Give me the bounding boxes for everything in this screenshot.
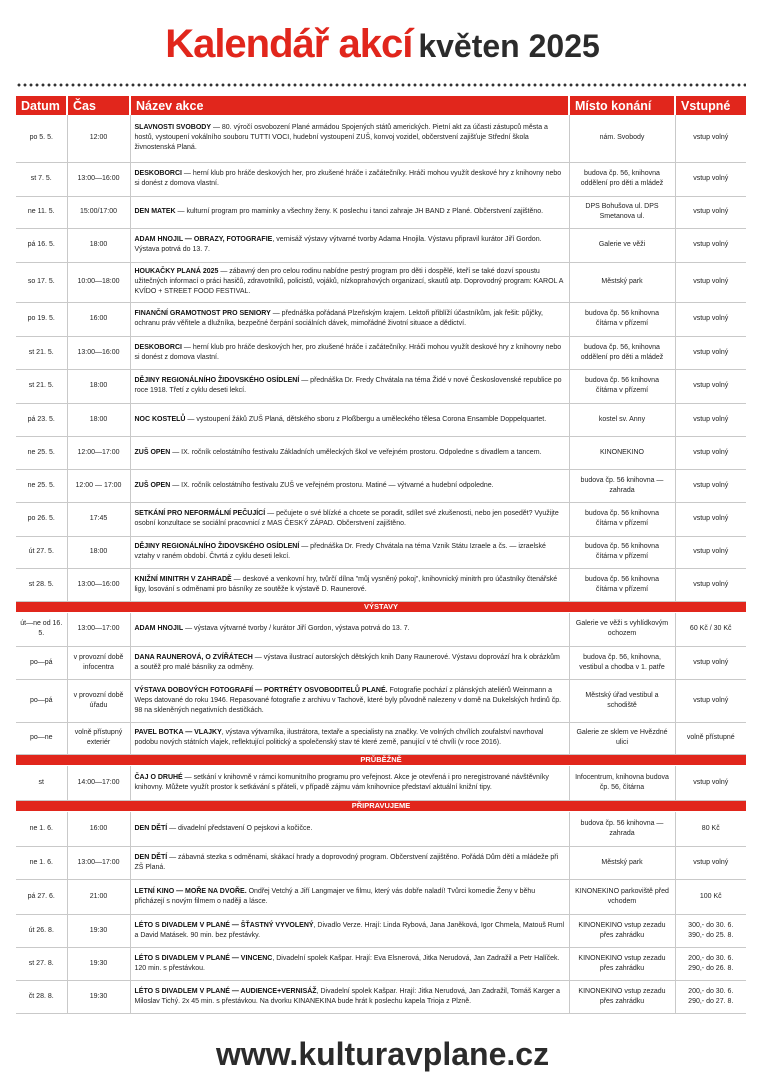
event-text: , vernisáž výstavy výtvarné tvorby Adama Hnojila. Výstavu připravil kurátor Jiří Gordon. Výstava potrvá do 13. 7. xyxy=(134,236,542,253)
event-date: po 5. 5. xyxy=(16,115,67,162)
event-place: KINONEKINO vstup zezadu přes zahrádku xyxy=(569,914,675,947)
header-fee: Vstupné xyxy=(675,96,746,115)
event-fee: vstup volný xyxy=(675,846,746,879)
event-place: Galerie ve věži xyxy=(569,228,675,262)
event-description xyxy=(130,879,569,914)
event-place: budova čp. 56 knihovna čítárna v přízemí xyxy=(569,369,675,403)
event-description xyxy=(130,228,569,262)
event-title: DĚJINY REGIONÁLNÍHO ŽIDOVSKÉHO OSÍDLENÍ xyxy=(134,543,300,550)
event-date: so 17. 5. xyxy=(16,262,67,302)
event-description xyxy=(130,369,569,403)
event-date: po 19. 5. xyxy=(16,302,67,336)
event-fee: vstup volný xyxy=(675,679,746,722)
event-description xyxy=(130,679,569,722)
event-description xyxy=(130,302,569,336)
event-date: ne 1. 6. xyxy=(16,811,67,846)
event-title: FINANČNÍ GRAMOTNOST PRO SENIORY xyxy=(134,310,271,317)
event-place: Infocentrum, knihovna budova čp. 56, čítárna xyxy=(569,765,675,800)
table-row xyxy=(16,228,746,262)
event-fee: vstup volný xyxy=(675,568,746,601)
section-label: PRŮBĚŽNĚ xyxy=(16,754,746,765)
event-date: st 27. 8. xyxy=(16,947,67,980)
table-row xyxy=(16,568,746,601)
event-date: pá 23. 5. xyxy=(16,403,67,436)
event-description xyxy=(130,262,569,302)
event-fee: vstup volný xyxy=(675,469,746,502)
event-time: v provozní době úřadu xyxy=(67,679,130,722)
event-date: čt 28. 8. xyxy=(16,980,67,1013)
event-text: , Divadlo Verze. Hrají: Linda Rybová, Jana Janěková, Igor Chmela, Matouš Ruml a David Matásek. 90 min. bez přestávky. xyxy=(134,921,565,939)
event-title: DĚJINY REGIONÁLNÍHO ŽIDOVSKÉHO OSÍDLENÍ xyxy=(134,377,300,384)
event-title: DEN DĚTÍ xyxy=(134,853,168,861)
event-date: ne 25. 5. xyxy=(16,436,67,469)
event-time: 15:00/17:00 xyxy=(67,196,130,228)
event-date: po—ne xyxy=(16,722,67,754)
event-place: budova čp. 56, knihovna oddělení pro děti a mládež xyxy=(569,336,675,369)
event-place: Galerie ve věži s vyhlídkovým ochozem xyxy=(569,612,675,646)
table-row xyxy=(16,502,746,536)
event-description xyxy=(130,612,569,646)
table-row xyxy=(16,369,746,403)
table-row xyxy=(16,612,746,646)
event-title: LÉTO S DIVADLEM V PLANÉ — ŠŤASTNÝ VYVOLENÝ xyxy=(134,921,314,929)
table-row xyxy=(16,811,746,846)
event-title: KNIŽNÍ MINITRH V ZAHRADĚ xyxy=(134,575,232,583)
event-date: pá 27. 6. xyxy=(16,879,67,914)
event-date: st 21. 5. xyxy=(16,336,67,369)
event-title: NOC KOSTELŮ xyxy=(134,415,186,423)
event-text: — herní klub pro hráče deskových her, pro zkušené hráče i začátečníky. Hráči mohou využít deskové hry z knihovny nebo si donést z domova vlastní. xyxy=(134,343,562,361)
event-fee: vstup volný xyxy=(675,115,746,162)
event-description xyxy=(130,196,569,228)
event-title: DEN DĚTÍ xyxy=(134,824,168,832)
event-fee: volně přístupné xyxy=(675,722,746,754)
event-text: — přednáška pořádaná Plzeňským krajem. Lektoři přiblíží účastníkům, jak řešit: půjčky, ochranu práv věřitele a dlužníka, bezpečné čerpání sociálních dávek, mimořádné životní situace a dědictví. xyxy=(134,310,543,327)
event-title: DANA RAUNEROVÁ, O ZVÍŘÁTECH xyxy=(134,653,253,661)
event-text: — IX. ročník celostátního festivalu Základních uměleckých škol ve veřejném prostoru. Odpoledne s divadlem a tancem. xyxy=(170,448,542,456)
event-time: 18:00 xyxy=(67,403,130,436)
event-time: 18:00 xyxy=(67,536,130,568)
event-fee: vstup volný xyxy=(675,536,746,568)
table-row xyxy=(16,722,746,754)
event-time: 12:00 — 17:00 xyxy=(67,469,130,502)
event-time: volně přístupný exteriér xyxy=(67,722,130,754)
event-text: — setkání v knihovně v rámci komunitního programu pro veřejnost. Akce je otevřená i pro neregistrované návštěvníky knihovny. Můžete využít prostor k setkávání s přáteli, v případě zájmu vám knihovnice představí aktuální knižní tipy. xyxy=(134,773,549,791)
section-header xyxy=(16,800,746,811)
event-place: KINONEKINO xyxy=(569,436,675,469)
event-time: 13:00—16:00 xyxy=(67,336,130,369)
event-text: Ondřej Vetchý a Jiří Langmajer ve filmu, který vás dobře naladí! Tvůrci komedie Ženy v běhu přicházejí s novým filmem o naději a lásce. xyxy=(134,887,536,905)
event-title: ADAM HNOJIL — OBRAZY, FOTOGRAFIE xyxy=(134,236,273,243)
event-fee: vstup volný xyxy=(675,436,746,469)
website-url: www.kulturavplane.cz xyxy=(215,1036,550,1072)
header-time: Čas xyxy=(67,96,130,115)
event-description xyxy=(130,162,569,196)
event-place: KINONEKINO vstup zezadu přes zahrádku xyxy=(569,947,675,980)
event-place: nám. Svobody xyxy=(569,115,675,162)
event-text: Fotografie pochází z plánských ateliérů Weinmann a Weps datované do roku 1946. Repasované fotografie z archivu v Tachově, které byly původně nalezeny v domě na Dukelských hrdinů čp. 98 na skleněných negativních destičkách. xyxy=(134,686,562,714)
event-place: budova čp. 56 knihovna — zahrada xyxy=(569,469,675,502)
event-title: ZUŠ OPEN xyxy=(134,481,171,489)
event-description xyxy=(130,846,569,879)
event-title: LETNÍ KINO — MOŘE NA DVOŘE. xyxy=(134,887,247,895)
header-name: Název akce xyxy=(130,96,569,115)
table-row xyxy=(16,336,746,369)
event-fee: 200,- do 30. 6. 290,- do 26. 8. xyxy=(675,947,746,980)
event-place: budova čp. 56, knihovna, vestibul a chodba v 1. patře xyxy=(569,646,675,679)
event-title: HOUKAČKY PLANÁ 2025 xyxy=(134,268,219,275)
event-description xyxy=(130,811,569,846)
event-fee: vstup volný xyxy=(675,646,746,679)
event-time: v provozní době infocentra xyxy=(67,646,130,679)
table-row xyxy=(16,536,746,568)
table-row xyxy=(16,765,746,800)
event-text: , Divadelní spolek Kašpar. Hrají: Jitka Nerudová, Jan Zadražil, Tomáš Karger a Miloslav Tichý. 2x 45 min. s přestávkou. Na dvorku KINANEKINA bude hrát k poslechu kapela Trioja z Plzně. xyxy=(134,987,561,1005)
event-date: ne 25. 5. xyxy=(16,469,67,502)
event-description xyxy=(130,765,569,800)
table-row xyxy=(16,436,746,469)
event-fee: 80 Kč xyxy=(675,811,746,846)
event-title: ČAJ O DRUHÉ xyxy=(134,773,183,781)
event-fee: vstup volný xyxy=(675,336,746,369)
table-row xyxy=(16,879,746,914)
event-fee: vstup volný xyxy=(675,196,746,228)
event-date: st 21. 5. xyxy=(16,369,67,403)
event-description xyxy=(130,947,569,980)
event-date: po 26. 5. xyxy=(16,502,67,536)
event-time: 13:00—17:00 xyxy=(67,846,130,879)
event-title: DESKOBORCI xyxy=(134,343,182,351)
table-row xyxy=(16,196,746,228)
event-text: — zábavný den pro celou rodinu nabídne pestrý program pro děti i dospělé, kteří se také dozví spoustu užitečných informací o práci hasičů, zdravotníků, policistů, vojáků, nízkoprahových organizací, skautů atp. Doprovodný program: KAROL A KVÍDO + STREET FOOD FESTIVAL. xyxy=(134,268,564,295)
event-time: 16:00 xyxy=(67,302,130,336)
header-place: Místo konání xyxy=(569,96,675,115)
event-place: Městský úřad vestibul a schodiště xyxy=(569,679,675,722)
event-title: DEN MATEK xyxy=(134,208,176,215)
event-place: kostel sv. Anny xyxy=(569,403,675,436)
event-fee: vstup volný xyxy=(675,502,746,536)
event-place: DPS Bohušova ul. DPS Smetanova ul. xyxy=(569,196,675,228)
page-title xyxy=(0,22,765,67)
event-date: út 26. 8. xyxy=(16,914,67,947)
event-fee: 200,- do 30. 6. 290,- do 27. 8. xyxy=(675,980,746,1013)
event-date: st 7. 5. xyxy=(16,162,67,196)
event-text: — deskové a venkovní hry, tvůrčí dílna "můj vysněný pokoj", knihovnický minitrh pro účastníky čtenářské ligy, losování s odměnami pro básníky ze soutěže k výstavě D. Raunerové. xyxy=(134,575,558,593)
event-time: 19:30 xyxy=(67,947,130,980)
event-text: — výstava ilustrací autorských dětských knih Dany Raunerové. Výstavu doprovází hra k obrázkům a soutěž pro malé básníky za odměny. xyxy=(134,653,560,671)
event-time: 10:00—18:00 xyxy=(67,262,130,302)
event-description xyxy=(130,403,569,436)
event-date: út 27. 5. xyxy=(16,536,67,568)
event-date: po—pá xyxy=(16,679,67,722)
event-date: ne 11. 5. xyxy=(16,196,67,228)
event-fee: vstup volný xyxy=(675,369,746,403)
event-place: budova čp. 56 knihovna — zahrada xyxy=(569,811,675,846)
table-row xyxy=(16,403,746,436)
event-fee: vstup volný xyxy=(675,228,746,262)
event-date: st xyxy=(16,765,67,800)
event-title: VÝSTAVA DOBOVÝCH FOTOGRAFIÍ — PORTRÉTY OSVOBODITELŮ PLANÉ. xyxy=(134,686,388,694)
event-fee: 100 Kč xyxy=(675,879,746,914)
event-fee: 300,- do 30. 6. 390,- do 25. 8. xyxy=(675,914,746,947)
event-fee: vstup volný xyxy=(675,765,746,800)
table-row xyxy=(16,115,746,162)
event-place: Městský park xyxy=(569,846,675,879)
event-title: ADAM HNOJIL xyxy=(134,625,184,632)
event-fee: vstup volný xyxy=(675,162,746,196)
event-title: ZUŠ OPEN xyxy=(134,448,171,456)
title-main: Kalendář akcí xyxy=(165,22,413,66)
event-fee: vstup volný xyxy=(675,262,746,302)
event-date: ne 1. 6. xyxy=(16,846,67,879)
event-fee: vstup volný xyxy=(675,403,746,436)
event-time: 18:00 xyxy=(67,228,130,262)
table-row xyxy=(16,980,746,1013)
event-title: SETKÁNÍ PRO NEFORMÁLNÍ PEČUJÍCÍ xyxy=(134,510,266,517)
event-place: budova čp. 56 knihovna čítárna v přízemí xyxy=(569,536,675,568)
event-text: — zábavná stezka s odměnami, skákací hrady a doprovodný program. Občerstvení zajištěno. Pořádá Dům dětí a mládeže při ZŠ Planá. xyxy=(134,853,559,871)
event-text: , výstava výtvarníka, ilustrátora, textaře a specialisty na značky. Ve volných chvílích zoufalství navrhoval podobu nových státních vlajek, reflektující politický a společenský stav té které země, panující v té chvíli (v roce 2016). xyxy=(134,729,544,746)
event-description xyxy=(130,336,569,369)
section-label: VÝSTAVY xyxy=(16,601,746,612)
dotted-divider xyxy=(16,83,746,87)
event-place: KINONEKINO vstup zezadu přes zahrádku xyxy=(569,980,675,1013)
table-row xyxy=(16,262,746,302)
event-time: 12:00—17:00 xyxy=(67,436,130,469)
event-date: st 28. 5. xyxy=(16,568,67,601)
event-description xyxy=(130,980,569,1013)
event-place: budova čp. 56 knihovna čítárna v přízemí xyxy=(569,568,675,601)
event-time: 19:30 xyxy=(67,980,130,1013)
event-place: budova čp. 56 knihovna čítárna v přízemí xyxy=(569,302,675,336)
event-text: — výstava výtvarné tvorby / kurátor Jiří Gordon, výstava potrvá do 13. 7. xyxy=(183,625,410,632)
event-text: — 80. výročí osvobození Plané armádou Spojených států amerických. Pietní akt za účasti zástupců města a hostů, vystoupení vokálního souboru TUTTI VOCI, hudební vystoupení ZUŠ, konvoj vozidel, občerstvení zajišťuje Střední škola živnostenská Planá. xyxy=(134,124,548,152)
title-month: květen 2025 xyxy=(418,28,600,64)
event-description xyxy=(130,436,569,469)
event-time: 19:30 xyxy=(67,914,130,947)
table-row xyxy=(16,846,746,879)
table-row xyxy=(16,469,746,502)
event-place: budova čp. 56, knihovna oddělení pro děti a mládež xyxy=(569,162,675,196)
event-time: 13:00—17:00 xyxy=(67,612,130,646)
table-row xyxy=(16,914,746,947)
event-time: 13:00—16:00 xyxy=(67,162,130,196)
event-title: LÉTO S DIVADLEM V PLANÉ — VINCENC xyxy=(134,954,273,962)
event-text: — přednáška Dr. Fredy Chvátala na téma Židé v nové Československé republice po roce 1918. Třetí z cyklu deseti lekcí. xyxy=(134,377,562,394)
event-time: 17:45 xyxy=(67,502,130,536)
header-date: Datum xyxy=(16,96,67,115)
event-description xyxy=(130,115,569,162)
event-time: 21:00 xyxy=(67,879,130,914)
event-time: 13:00—16:00 xyxy=(67,568,130,601)
event-description xyxy=(130,502,569,536)
event-text: , Divadelní spolek Kašpar. Hrají: Eva Elsnerová, Jitka Nerudová, Jan Zadražil a Petr Halíček. 120 min. s přestávkou. xyxy=(134,954,560,972)
table-row xyxy=(16,679,746,722)
event-fee: vstup volný xyxy=(675,302,746,336)
event-date: pá 16. 5. xyxy=(16,228,67,262)
event-time: 18:00 xyxy=(67,369,130,403)
event-place: Galerie ze sklem ve Hvězdné ulici xyxy=(569,722,675,754)
table-row xyxy=(16,947,746,980)
table-row xyxy=(16,302,746,336)
event-place: Městský park xyxy=(569,262,675,302)
event-description xyxy=(130,469,569,502)
event-fee: 60 Kč / 30 Kč xyxy=(675,612,746,646)
event-time: 16:00 xyxy=(67,811,130,846)
event-text: — kulturní program pro maminky a všechny ženy. K poslechu i tanci zahraje JH BAND z Plané. Občerstvení zajištěno. xyxy=(175,208,544,215)
event-title: PAVEL BOTKA — VLAJKY xyxy=(134,729,222,736)
event-title: SLAVNOSTI SVOBODY xyxy=(134,124,211,132)
event-date: út—ne od 16. 5. xyxy=(16,612,67,646)
section-header xyxy=(16,601,746,612)
event-text: — přednáška Dr. Fredy Chvátala na téma Vznik Státu Izraele a čs. — izraelské vztahy v raném období. Čtvrtá z cyklu deseti lekcí. xyxy=(134,543,546,560)
event-description xyxy=(130,646,569,679)
event-description xyxy=(130,914,569,947)
table-row xyxy=(16,646,746,679)
event-time: 14:00—17:00 xyxy=(67,765,130,800)
event-place: budova čp. 56 knihovna čítárna v přízemí xyxy=(569,502,675,536)
event-text: — pečujete o své blízké a chcete se poradit, sdílet své zkušenosti, nebo jen posedět? Využijte osobní konzultace se sociální pracovnicí z MAS ČESKÝ ZÁPAD. Občerstvení zajištěno. xyxy=(134,510,559,527)
event-description xyxy=(130,722,569,754)
event-text: — herní klub pro hráče deskových her, pro zkušené hráče i začátečníky. Hráči mohou využít deskové hry z knihovny nebo si donést z domova vlastní. xyxy=(134,170,562,187)
event-title: LÉTO S DIVADLEM V PLANÉ — AUDIENCE+VERNISÁŽ xyxy=(134,987,317,995)
event-title: DESKOBORCI xyxy=(134,170,182,177)
section-header xyxy=(16,754,746,765)
event-time: 12:00 xyxy=(67,115,130,162)
table-row xyxy=(16,162,746,196)
event-description xyxy=(130,568,569,601)
section-label: PŘIPRAVUJEME xyxy=(16,800,746,811)
event-text: — divadelní představení O pejskovi a kočičce. xyxy=(167,824,313,832)
events-table xyxy=(16,96,746,1014)
event-text: — IX. ročník celostátního festivalu ZUŠ ve veřejném prostoru. Matiné — výtvarné a hudební odpoledne. xyxy=(170,481,494,489)
table-header-row xyxy=(16,96,746,115)
event-date: po—pá xyxy=(16,646,67,679)
event-place: KINONEKINO parkoviště před vchodem xyxy=(569,879,675,914)
event-text: — vystoupení žáků ZUŠ Planá, dětského sboru z Ploßbergu a uměleckého tělesa Corona Ensamble Doppelquartet. xyxy=(185,415,547,423)
event-description xyxy=(130,536,569,568)
